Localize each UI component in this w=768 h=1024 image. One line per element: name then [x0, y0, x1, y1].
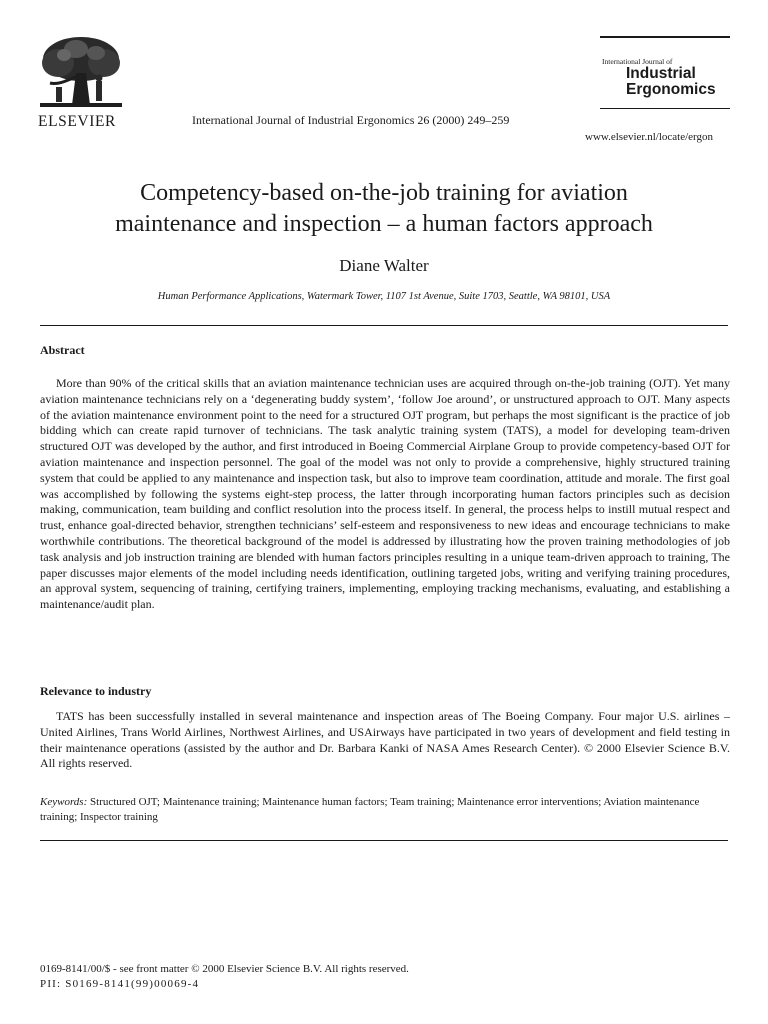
page-footer — [40, 962, 409, 992]
journal-masthead — [600, 36, 730, 109]
author-name: Diane Walter — [339, 256, 429, 275]
masthead-rule-top — [600, 36, 730, 38]
keywords-text: Structured OJT; Maintenance training; Maintenance human factors; Team training; Maintenance error interventions; Aviation maintenance training; Inspector training — [40, 796, 700, 823]
elsevier-tree-logo-icon — [36, 33, 126, 111]
relevance-text: TATS has been successfully installed in several maintenance and inspection areas of The Boeing Company. Four major U.S. airlines – United Airlines, Trans World Airlines, Northwest Airlines, and USAirways have participated in two years of development and field testing in their maintenance operations (assisted by the author and Dr. Barbara Kanki of NASA Ames Research Center). © 2000 Elsevier Science B.V. All rights reserved. — [40, 709, 730, 771]
journal-name-line2: Ergonomics — [626, 81, 716, 98]
article-title — [40, 178, 728, 240]
abstract-text: More than 90% of the critical skills that an aviation maintenance technician uses are acquired through on-the-job training (OJT). Yet many aviation maintenance technicians rely on a ‘degenerating buddy system’, ‘follow Joe around’, or unstructured approach to OJT. Many aspects of the aviation maintenance environment point to the need for a structured OJT program, but perhaps the most significant is the practice of job bidding which can create rapid turnover of technicians. The task analytic training system (TATS), a model for developing team-driven structured OJT was developed by the author, and first introduced in Boeing Commercial Airplane Group to provide competency-based OJT for aviation maintenance and inspection personnel. The goal of the model was not only to provide a comprehensive, highly structured training system that could be applied to any maintenance and inspection task, but also to improve team coordination, attitude and morale. The first goal was accomplished by following the systems eight-step process, the latter through incorporating human factors principles such as decision making, communication, team building and conflict resolution into the process itself. In general, the process helps to instill mutual respect and trust, enhance goal-directed behavior, strengthen technicians’ self-esteem and responsiveness to new ideas and encourage technicians to make worthwhile contributions. The theoretical background of the model is addressed by illustrating how the proven training methodologies of job task analysis and job instruction training are blended with human factors principles resulting in a unique team-driven approach to training, The paper discusses major elements of the model including needs identification, outlining targeted jobs, writing and verifying training procedures, an approval system, sequencing of training, certifying trainers, implementing, employing tracking mechanisms, evaluating, and establishing a maintenance/audit plan. — [40, 376, 730, 612]
keywords-label: Keywords: — [40, 796, 88, 808]
publisher-logo — [36, 33, 128, 131]
masthead-rule-bottom — [600, 108, 730, 109]
relevance-heading: Relevance to industry — [40, 684, 152, 698]
divider-bottom — [40, 840, 728, 841]
author-affiliation: Human Performance Applications, Watermark Tower, 1107 1st Avenue, Suite 1703, Seattle, WA 98101, USA — [157, 291, 611, 302]
journal-small-label: International Journal of — [602, 57, 673, 66]
title-line-2: maintenance and inspection – a human factors approach — [115, 211, 653, 237]
abstract-heading: Abstract — [40, 343, 85, 357]
title-line-1: Competency-based on-the-job training for aviation — [140, 180, 628, 206]
divider-top — [40, 325, 728, 326]
footer-pii: PII: S0169-8141(99)00069-4 — [40, 978, 200, 990]
journal-name-line1: Industrial — [626, 65, 696, 82]
publisher-name: ELSEVIER — [38, 113, 116, 130]
journal-url-link[interactable]: www.elsevier.nl/locate/ergon — [585, 131, 713, 143]
footer-copyright: 0169-8141/00/$ - see front matter © 2000 Elsevier Science B.V. All rights reserved. — [40, 963, 409, 975]
journal-reference: International Journal of Industrial Ergonomics 26 (2000) 249–259 — [192, 113, 510, 127]
keywords — [40, 795, 730, 825]
